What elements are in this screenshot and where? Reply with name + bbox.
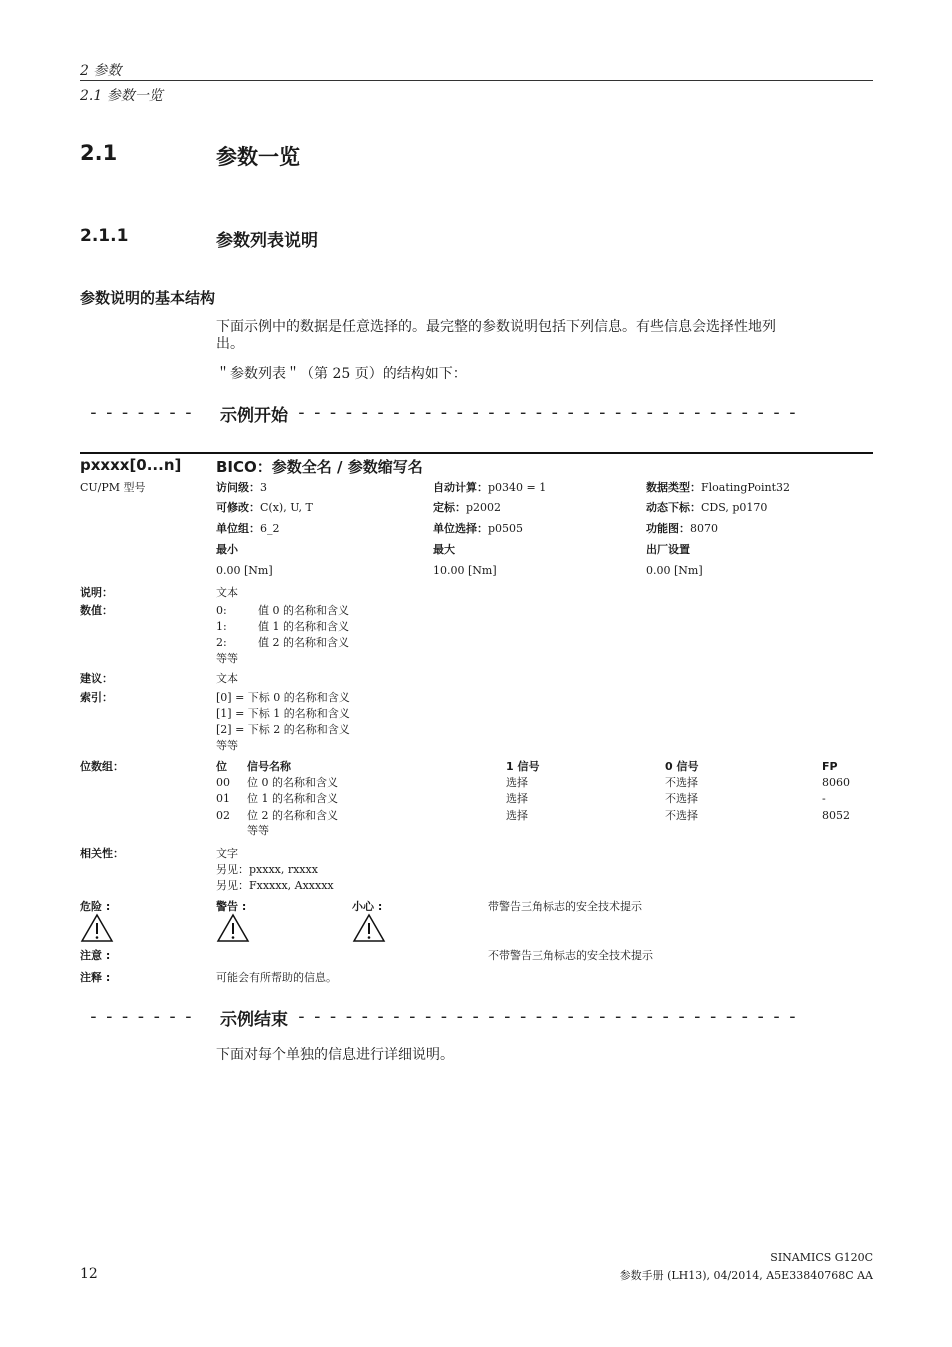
dyn-index: 动态下标：CDS, p0170 bbox=[646, 501, 768, 514]
footer-manual: 参数手册 (LH13), 04/2014, A5E33840768C AA bbox=[619, 1269, 873, 1282]
note-label: 注释 : bbox=[80, 971, 111, 984]
bitfield-name: 位 2 的名称和含义 bbox=[247, 809, 338, 822]
scaling: 定标：p2002 bbox=[433, 501, 502, 514]
caution-label: 小心 : bbox=[352, 900, 383, 913]
bitfield-name: 位 0 的名称和含义 bbox=[247, 776, 338, 789]
safety-triangle-text: 带警告三角标志的安全技术提示 bbox=[488, 900, 642, 913]
bitfield-header-fp: FP bbox=[822, 760, 838, 773]
factory-label: 出厂设置 bbox=[646, 543, 690, 556]
max-label: 最大 bbox=[433, 543, 455, 556]
bitfield-bit: 02 bbox=[216, 809, 230, 822]
header-rule bbox=[80, 80, 873, 81]
max-value: 10.00 [Nm] bbox=[433, 564, 497, 577]
example-end-label: 示例结束 bbox=[216, 1005, 292, 1030]
bitfield-header-zero: 0 信号 bbox=[665, 760, 699, 773]
danger-label: 危险 : bbox=[80, 900, 111, 913]
bitfield-header-bit: 位 bbox=[216, 760, 227, 773]
intro-line3: ＂参数列表＂（第 25 页）的结构如下： bbox=[216, 366, 467, 382]
bitfield-zero: 不选择 bbox=[665, 776, 698, 789]
unit-type: CU/PM 型号 bbox=[80, 481, 146, 494]
param-id: pxxxx[0...n] bbox=[80, 456, 182, 474]
param-name: BICO：参数全名 / 参数缩写名 bbox=[216, 458, 423, 476]
index-item: [1] = 下标 1 的名称和含义 bbox=[216, 707, 350, 720]
bitfield-etc: 等等 bbox=[247, 824, 269, 837]
bitfield-header-one: 1 信号 bbox=[506, 760, 540, 773]
func-diagram: 功能图：8070 bbox=[646, 522, 718, 535]
value-text: 值 0 的名称和含义 bbox=[258, 604, 349, 617]
depend-label: 相关性： bbox=[80, 847, 124, 860]
min-value: 0.00 [Nm] bbox=[216, 564, 273, 577]
running-header-chapter: 2 参数 bbox=[80, 63, 122, 79]
bitfield-one: 选择 bbox=[506, 809, 528, 822]
desc-text: 文本 bbox=[216, 586, 238, 599]
value-num: 2: bbox=[216, 636, 227, 649]
notice-label: 注意 : bbox=[80, 949, 111, 962]
depend-text: 文字 bbox=[216, 847, 238, 860]
footer-product: SINAMICS G120C bbox=[770, 1251, 873, 1264]
min-label: 最小 bbox=[216, 543, 238, 556]
value-num: 1: bbox=[216, 620, 227, 633]
value-text: 值 2 的名称和含义 bbox=[258, 636, 349, 649]
example-end-divider: ------- -------------------------------- 示例结束 bbox=[88, 1006, 803, 1030]
bitfield-fp: - bbox=[822, 792, 826, 805]
page-number: 12 bbox=[80, 1266, 98, 1282]
example-start-divider: ------- -------------------------------- 示例开始 bbox=[88, 402, 803, 426]
recommend-label: 建议： bbox=[80, 672, 113, 685]
bitfield-name: 位 1 的名称和含义 bbox=[247, 792, 338, 805]
heading1-title: 参数一览 bbox=[216, 145, 300, 169]
danger-triangle-icon bbox=[80, 913, 114, 943]
bitfield-bit: 00 bbox=[216, 776, 230, 789]
safety-no-triangle-text: 不带警告三角标志的安全技术提示 bbox=[488, 949, 653, 962]
bitfield-zero: 不选择 bbox=[665, 809, 698, 822]
values-etc: 等等 bbox=[216, 652, 238, 665]
running-header-section: 2.1 参数一览 bbox=[80, 88, 163, 104]
heading1-number: 2.1 bbox=[80, 141, 118, 165]
depend-see-also: 另见：Fxxxxx, Axxxxx bbox=[216, 879, 334, 892]
heading3: 参数说明的基本结构 bbox=[80, 289, 216, 307]
caution-triangle-icon bbox=[352, 913, 386, 943]
example-start-label: 示例开始 bbox=[216, 401, 292, 426]
unit-group: 单位组：6_2 bbox=[216, 522, 280, 535]
changeable: 可修改：C(x), U, T bbox=[216, 501, 313, 514]
access-level: 访问级：3 bbox=[216, 481, 267, 494]
bitfield-fp: 8060 bbox=[822, 776, 850, 789]
recommend-text: 文本 bbox=[216, 672, 238, 685]
values-label: 数值： bbox=[80, 604, 113, 617]
index-item: [0] = 下标 0 的名称和含义 bbox=[216, 691, 350, 704]
index-item: [2] = 下标 2 的名称和含义 bbox=[216, 723, 350, 736]
bitfield-one: 选择 bbox=[506, 776, 528, 789]
value-text: 值 1 的名称和含义 bbox=[258, 620, 349, 633]
bitfield-header-name: 信号名称 bbox=[247, 760, 291, 773]
unit-select: 单位选择：p0505 bbox=[433, 522, 524, 535]
bitfield-bit: 01 bbox=[216, 792, 230, 805]
bitfield-fp: 8052 bbox=[822, 809, 850, 822]
auto-calc: 自动计算：p0340 = 1 bbox=[433, 481, 547, 494]
data-type: 数据类型：FloatingPoint32 bbox=[646, 481, 790, 494]
desc-label: 说明： bbox=[80, 586, 113, 599]
bitfield-label: 位数组： bbox=[80, 760, 124, 773]
factory-value: 0.00 [Nm] bbox=[646, 564, 703, 577]
param-top-rule bbox=[80, 452, 873, 454]
heading2-number: 2.1.1 bbox=[80, 226, 129, 246]
intro-line2: 出。 bbox=[216, 336, 244, 352]
warning-label: 警告 : bbox=[216, 900, 247, 913]
closing-text: 下面对每个单独的信息进行详细说明。 bbox=[216, 1047, 454, 1063]
intro-line1: 下面示例中的数据是任意选择的。最完整的参数说明包括下列信息。有些信息会选择性地列 bbox=[216, 319, 776, 335]
value-num: 0: bbox=[216, 604, 227, 617]
index-etc: 等等 bbox=[216, 739, 238, 752]
bitfield-zero: 不选择 bbox=[665, 792, 698, 805]
note-text: 可能会有所帮助的信息。 bbox=[216, 971, 337, 984]
heading2-title: 参数列表说明 bbox=[216, 231, 318, 251]
index-label: 索引： bbox=[80, 691, 113, 704]
depend-see-also: 另见：pxxxx, rxxxx bbox=[216, 863, 318, 876]
bitfield-one: 选择 bbox=[506, 792, 528, 805]
warning-triangle-icon bbox=[216, 913, 250, 943]
